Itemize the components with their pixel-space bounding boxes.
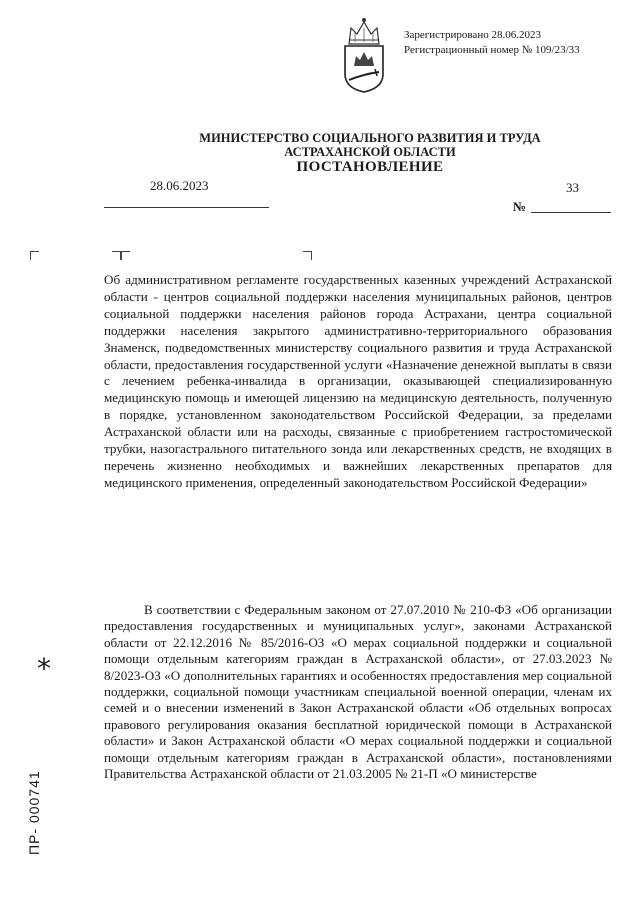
- document-title: Об административном регламенте государственных казенных учреждений Астраханской области - центров социальной поддержки населения муниципальных районов, центров социальной поддержки населения районов города Астрахани, центра социальной поддержки населения закрытого административно-территориального образования Знаменск, подведомственных министерству социального развития и труда Астраханской области, предоставления государственной услуги «Назначение денежной выплаты в связи с лечением ребенка-инвалида в организации, оказывающей специализированную медицинскую помощь и имеющей лицензию на медицинскую деятельность, полученную в порядке, установленном законодательством Российской Федерации, за пределами Астраханской области или на расходы, связанные с приобретением гастростомической трубки, назогастрального питательного зонда или лекарственных средств, не входящих в перечень жизненно необходимых и важнейших лекарственных препаратов для медицинского применения, определенный законодательством Российской Федерации»: [104, 272, 612, 490]
- side-code: ПР- 000741: [26, 770, 42, 855]
- coat-of-arms-icon: [341, 14, 387, 94]
- star-mark: *: [37, 652, 51, 685]
- document-type: ПОСТАНОВЛЕНИЕ: [296, 159, 444, 175]
- corner-mark: [30, 251, 39, 260]
- date-underline: [104, 207, 269, 208]
- number-sign: №: [513, 199, 527, 214]
- registration-date: Зарегистрировано 28.06.2023: [404, 29, 541, 41]
- corner-mark: [112, 251, 121, 260]
- document-number: 33: [566, 180, 579, 195]
- ministry-region: АСТРАХАНСКОЙ ОБЛАСТИ: [284, 145, 456, 159]
- document-body: В соответствии с Федеральным законом от 27.07.2010 № 210-ФЗ «Об организации предоставления государственных и муниципальных услуг», законами Астраханской области от 22.12.2016 № 85/2016-ОЗ «О мерах социальной поддержки и социальной помощи отдельным категориям граждан в Астраханской области», от 27.03.2023 № 8/2023-ОЗ «О дополнительных гарантиях и особенностях предоставления мер социальной поддержки, социальной помощи участникам специальной военной операции, членам их семей и о внесении изменений в Закон Астраханской области «Об отдельных вопросах правового регулирования оказания бесплатной юридической помощи в Астраханской области» и Закон Астраханской области «О мерах социальной поддержки и социальной помощи отдельным категориям граждан в Астраханской области», постановлениями Правительства Астраханской области от 21.03.2005 № 21-П «О министерстве: [104, 602, 612, 782]
- corner-mark: [303, 251, 312, 260]
- number-underline: [531, 212, 611, 213]
- corner-mark: [121, 251, 130, 260]
- registration-stamp: [404, 28, 580, 58]
- registration-number: Регистрационный номер № 109/23/33: [404, 44, 580, 56]
- document-date: 28.06.2023: [150, 178, 209, 193]
- ministry-name: МИНИСТЕРСТВО СОЦИАЛЬНОГО РАЗВИТИЯ И ТРУДА: [199, 131, 541, 145]
